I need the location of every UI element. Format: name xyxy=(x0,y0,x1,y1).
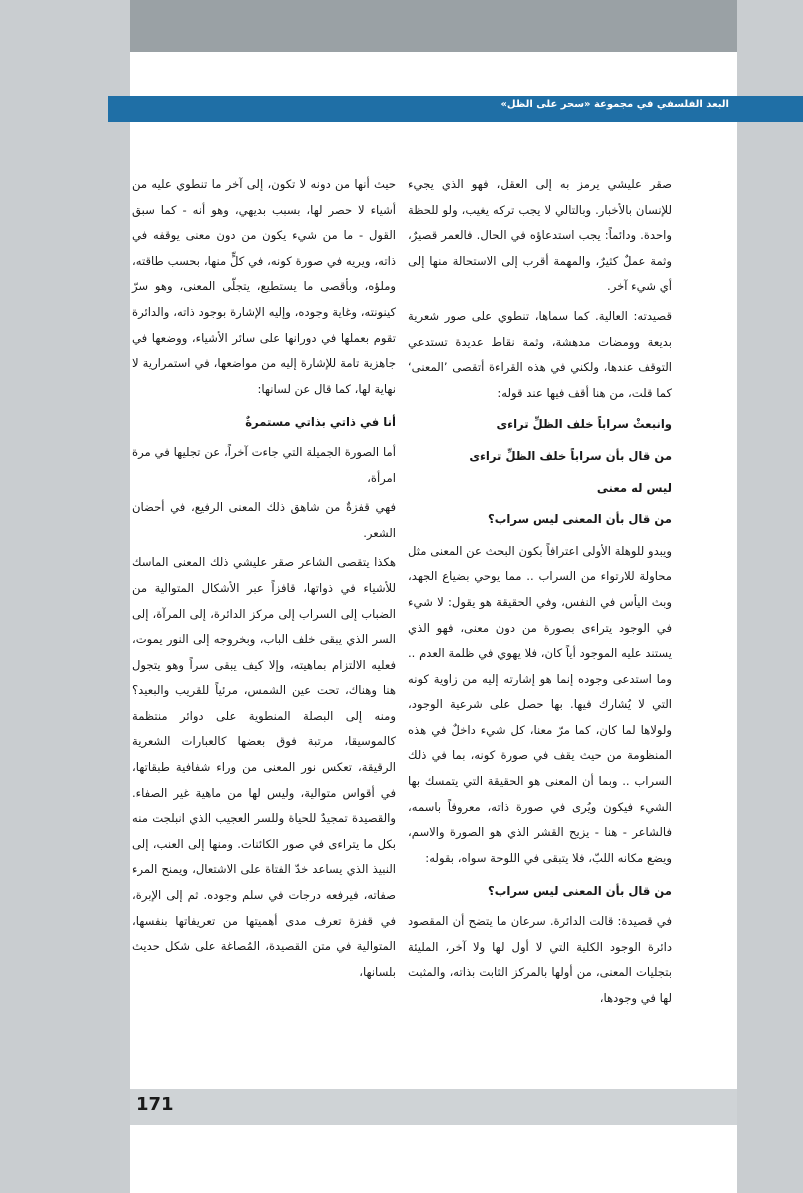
paragraph: حيث أنها من دونه لا تكون، إلى آخر ما تنطوي عليه من أشياء لا حصر لها، بسبب بديهي، وهو أنه - كما سبق القول - ما من شيء يكون من دون معنى يوقفه في ذاته، ويريه في صورة كونه، في كلٍّ منها، بحسب طاقته، وملؤه، وبأقصى ما يستطيع، يتجلّى المعنى، وهو سرّ كينونته، وغاية وجوده، وإليه الإشارة بوجود ذاته، والدائرة تقوم بعملها في دورانها على سائر الأشياء، ووضعها في جاهزية تامة للإشارة إليه من مواضعها، في استمرارية لا نهاية لها، كما قال عن لسانها: xyxy=(132,177,396,396)
poem-line: وانبعثْ سراباً خلف الظلِّ تراءى xyxy=(496,417,672,432)
paragraph: ويبدو للوهلة الأولى اعترافاً بكون البحث عن المعنى مثل محاولة للارتواء من السراب .. مما يوحي بضياع الجهد، وبث اليأس في النفس، وفي الحقيقة هو يقول: لا شيء في الوجود يتراءى بصورة من دون معنى، فهو الذي يستند عليه الموجود أياً كان، فلا يهوي في ظلمة العدم .. وما استدعى وجوده إنما هو إشارته إليه من زاوية كونه التي لا يُشارك فيها. بها حصل على شرعية الوجود، ولولاها لما كان، كما مرّ معنا، كل شيء داخلٌ في هذه المنظومة من حيث يقف في صورة كونه، بما في ذلك السراب .. وبما أن المعنى هو الحقيقة التي يتمسك بها الشيء فيكون ويُرى في صورة ذاته، معروفاً باسمه، فالشاعر - هنا - يزيح القشر الذي هو الصورة والاسم، ويضع مكانه اللبّ، فلا يتبقى في اللوحة سواه، بقوله: xyxy=(408,543,672,865)
right-band xyxy=(737,0,803,1193)
quote-heading: أنا في ذاتي بذاتي مستمرةٌ xyxy=(245,415,396,430)
paragraph: صقر عليشي يرمز به إلى العقل، فهو الذي يجيء للإنسان بالأخبار. وبالتالي لا يجب تركه يغيب، ولو للحظة واحدة. ودائماً: يجب استدعاؤه في الحال. فالعمر قصيرٌ، وثمة عملٌ كثيرٌ، والمهمة أقرب إلى الاستحالة منها إلى أي شيء آخر. xyxy=(408,177,672,294)
poem-line: من قال بأن سراباً خلف الظلِّ تراءى xyxy=(469,448,672,463)
running-header: البعد الفلسفي في مجموعة «سحر على الظل» xyxy=(500,99,729,110)
poem-line: من قال بأن المعنى ليس سراب؟ xyxy=(488,512,672,527)
page-number: 171 xyxy=(136,1094,174,1115)
paragraph: في قصيدة: قالت الدائرة. سرعان ما يتضح أن المقصود دائرة الوجود الكلية التي لا أول لها ولا آخر، المليئة بتجليات المعنى، من أولها بالمركز الثابت بذاته، والمثبت لها في وجودها، xyxy=(408,914,672,1005)
text-column-right xyxy=(408,172,672,1015)
poem-line: ليس له معنى xyxy=(596,480,672,495)
quote-heading: من قال بأن المعنى ليس سراب؟ xyxy=(488,884,672,899)
paragraph: هكذا يتقصى الشاعر صقر عليشي ذلك المعنى الماسك للأشياء في ذواتها، قافزاً عبر الأشكال المتوالية من الضباب إلى السراب إلى مركز الدائرة، إلى المرآة، إلى السر الذي يبقى خلف الباب، وبخروجه إلى النور يموت، فعليه الالتزام بماهيته، وإلا كيف يبقى سراً وهو يتجول هنا وهناك، تحت عين الشمس، مرئياً للقريب والبعيد؟ ومنه إلى البصلة المنطوية على دوائر منتظمة كالموسيقا، مرتبة فوق بعضها كالعبارات الشعرية الرقيقة، تعكس نور المعنى من وراء شفافية طبقاتها، في أقواس متوالية، وليس لها من ماهية غير الصفاء. والقصيدة تمجيدٌ للحياة وللسر العجيب الذي انبلجت منه بكل ما يتراءى في صور الكائنات. ومنها إلى العنب، إلى النبيذ الذي يساعد خدّ الفتاة على الاشتعال، ويمنح المرء صفاته، فيرفعه درجات في سلم وجوده. ثم إلى الإبرة، في قفزة تعرف مدى أهميتها من تعريفاتها بنفسها، المتوالية في متن القصيدة، المُصاغة على شكل حديث بلسانها، xyxy=(132,555,396,979)
footer-bar xyxy=(130,1089,737,1125)
left-band xyxy=(0,0,130,1193)
paragraph: قصيدته: العالية. كما سماها، تنطوي على صور شعرية بديعة وومضات مدهشة، وثمة نقاط عديدة تستدعي التوقف عندها، ولكني في هذه القراءة أتقصى ’المعنى‘ كما قلت، من هنا أقف فيها عند قوله: xyxy=(408,308,672,400)
paragraph: أما الصورة الجميلة التي جاءت آخراً، عن تجليها في مرة امرأة، xyxy=(132,444,396,485)
text-column-left xyxy=(132,172,396,989)
paragraph: فهي قفزةٌ من شاهق ذلك المعنى الرفيع، في أحضان الشعر. xyxy=(132,500,396,540)
